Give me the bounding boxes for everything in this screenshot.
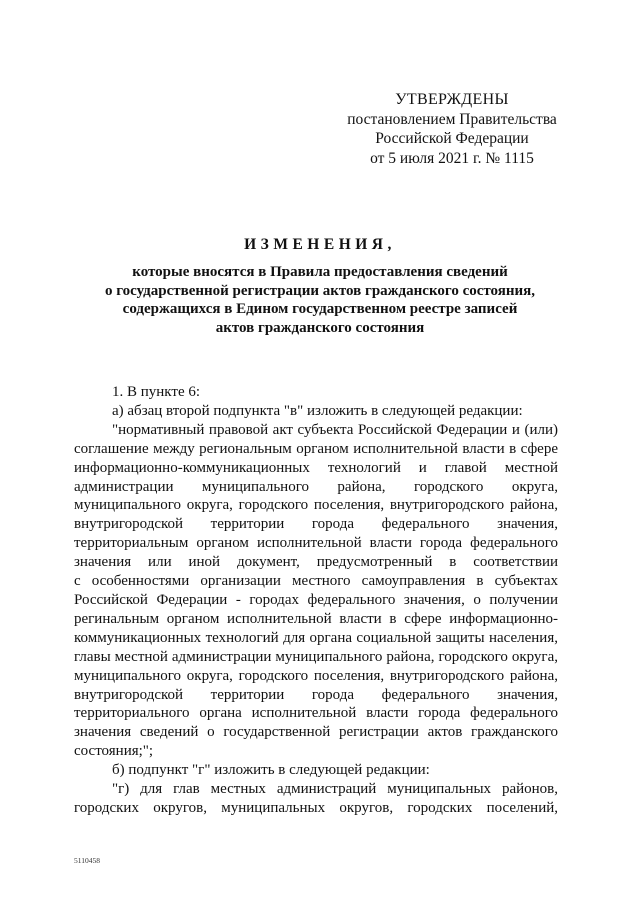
document-code: 5110458	[74, 856, 100, 865]
document-title: ИЗМЕНЕНИЯ,	[244, 236, 396, 253]
text-line: муниципального округа, городского поселения, внутригородского района,	[74, 497, 558, 514]
document-body	[74, 383, 558, 818]
text-line: муниципального округа, городского поселения, внутригородского района,	[74, 667, 558, 684]
text-line: внутригородской территории города федерального значения,	[74, 686, 558, 703]
text-line: территориального органа исполнительной власти города федерального	[74, 705, 558, 722]
text-line: значения сведений о государственной регистрации актов гражданского	[74, 724, 558, 741]
text-line: соглашение между региональным органом исполнительной власти в сфере	[74, 440, 558, 457]
approval-line: Российской Федерации	[375, 130, 529, 147]
approval-date-number: от 5 июля 2021 г. № 1115	[370, 149, 534, 167]
text-line: главы местной администрации муниципального района, городского округа,	[74, 648, 558, 665]
quoted-paragraph	[74, 780, 558, 818]
subtitle-line: которые вносятся в Правила предоставления сведений	[132, 264, 508, 280]
paragraph: 1. В пункте 6:	[112, 384, 201, 400]
subtitle-line: о государственной регистрации актов гражданского состояния,	[104, 282, 536, 299]
paragraph: а) абзац второй подпункта "в" изложить в следующей редакции:	[112, 402, 523, 419]
text-line: городских округов, муниципальных округов, городских поселений,	[74, 799, 558, 816]
text-line: Российской Федерации - городах федерального значения, о получении	[74, 591, 558, 608]
quoted-paragraph	[74, 421, 558, 761]
document-subtitle	[60, 263, 580, 337]
text-line: "г) для глав местных администраций муниципальных районов,	[112, 781, 558, 798]
text-line: "нормативный правовой акт субъекта Российской Федерации и (или)	[112, 421, 558, 438]
subtitle-line: актов гражданского состояния	[215, 319, 425, 336]
text-line: регинальным органом исполнительной власти в сфере информационно-	[74, 610, 558, 627]
text-line: состояния;";	[74, 743, 154, 760]
text-line: коммуникационных технологий для органа социальной защиты населения,	[74, 629, 558, 646]
approval-title: УТВЕРЖДЕНЫ	[395, 91, 509, 108]
text-line: территориальным органом исполнительной власти города федерального	[74, 535, 558, 552]
text-line: значения или иной документ, предусмотренный в соответствии	[74, 554, 558, 571]
text-line: внутригородской территории города федерального значения,	[74, 516, 558, 533]
text-line: с особенностями организации местного самоуправления в субъектах	[74, 573, 558, 590]
approval-line: постановлением Правительства	[347, 110, 557, 128]
approval-block	[344, 90, 560, 168]
subtitle-line: содержащихся в Едином государственном реестре записей	[122, 301, 518, 317]
text-line: администрации муниципального района, городского округа,	[74, 478, 558, 495]
text-line: информационно-коммуникационных технологий и главой местной	[74, 459, 558, 476]
paragraph: б) подпункт "г" изложить в следующей редакции:	[112, 762, 430, 779]
